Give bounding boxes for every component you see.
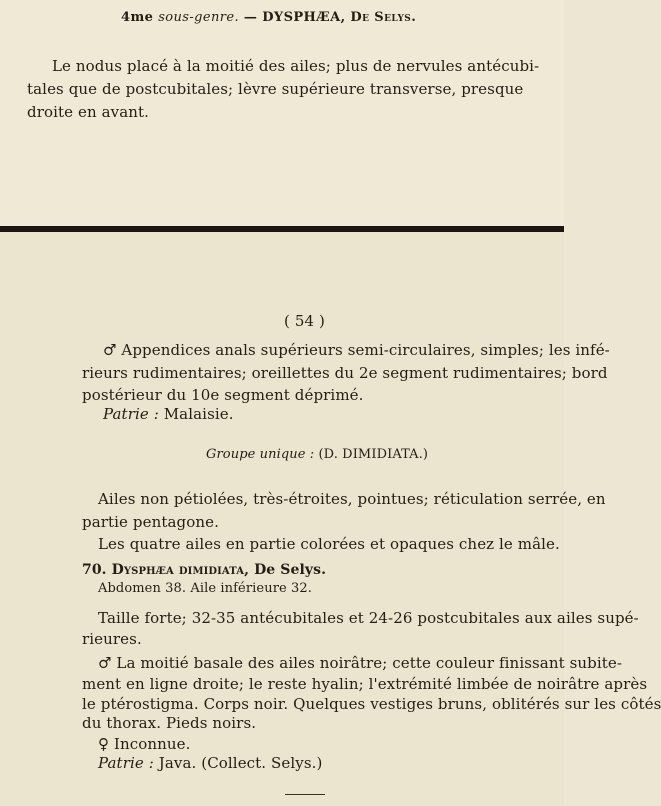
male-appendages-line: ♂ Appendices anals supérieurs semi-circulaires, simples; les infé- [103,341,610,359]
subgenus-description-line: tales que de postcubitales; lèvre supérieure transverse, presque [27,80,524,98]
groupe-value: (D. DIMIDIATA.) [314,447,429,462]
male-description-line: le ptérostigma. Corps noir. Quelques vestiges bruns, oblitérés sur les côtés [82,695,661,713]
patrie-java [98,754,322,772]
species-number: 70. [82,562,107,578]
heading-author: De Selys. [350,10,417,25]
group-description-line: partie pentagone. [82,513,219,531]
patrie-label: Patrie : [98,754,154,772]
species-heading [82,562,326,578]
heading-subgenus: sous-genre. [158,10,239,25]
male-description-line: ♂ La moitié basale des ailes noirâtre; cette couleur finissant subite- [98,654,623,672]
group-description-line: Ailes non pétiolées, très-étroites, pointues; réticulation serrée, en [98,490,606,508]
patrie-value: Java. (Collect. Selys.) [153,754,323,772]
groupe-label: Groupe unique : [206,447,315,462]
male-appendages-line: rieurs rudimentaires; oreillettes du 2e segment rudimentaires; bord [82,364,608,382]
group-description-line: Les quatre ailes en partie colorées et opaques chez le mâle. [98,535,560,553]
subgenus-description-line: droite en avant. [27,103,149,121]
male-description-line: du thorax. Pieds noirs. [82,714,257,732]
species-name: Dysphæa dimidiata, [106,562,255,578]
species-author: De Selys. [254,562,327,578]
groupe-unique [206,447,428,462]
male-appendages-line: postérieur du 10e segment déprimé. [82,386,364,404]
female-description: ♀ Inconnue. [98,735,191,753]
measurements: Abdomen 38. Aile inférieure 32. [98,581,313,596]
male-description-line: ment en ligne droite; le reste hyalin; l'extrémité limbée de noirâtre après [82,675,648,693]
heading-genus: — DYSPHÆA, [238,10,351,25]
patrie-malaisie [103,405,234,423]
end-rule [285,794,325,795]
size-description-line: rieures. [82,630,142,648]
heading-prefix: 4me [121,10,154,25]
patrie-value: Malaisie. [158,405,234,423]
patrie-label: Patrie : [103,405,159,423]
subgenus-description-line: Le nodus placé à la moitié des ailes; plus de nervules antécubi- [52,57,540,75]
size-description-line: Taille forte; 32-35 antécubitales et 24-26 postcubitales aux ailes supé- [98,609,639,627]
subgenus-heading [121,10,416,25]
page-number: ( 54 ) [284,312,325,330]
